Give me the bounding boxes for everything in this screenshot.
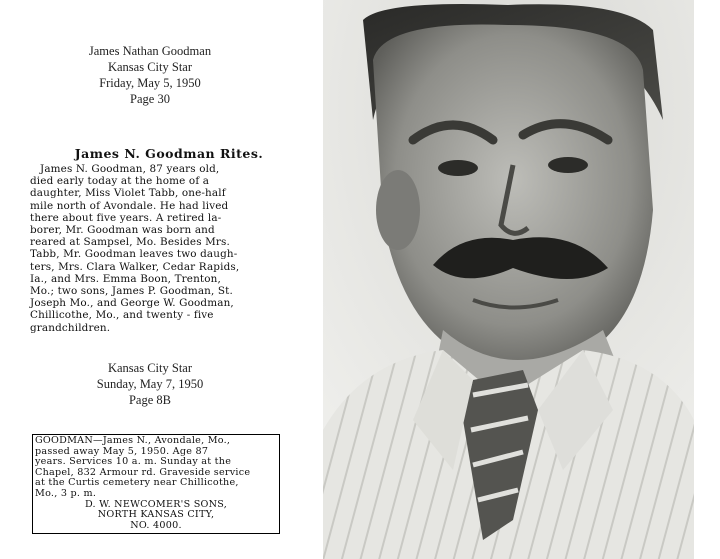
- obituary-headline: James N. Goodman Rites.: [74, 146, 264, 161]
- caption-obituary-source: [0, 43, 300, 107]
- obituary-line: grandchildren.: [30, 321, 111, 334]
- obituary-line: reared at Sampsel, Mo. Besides Mrs.: [30, 236, 230, 249]
- obituary-line: died early today at the home of a: [30, 175, 210, 188]
- portrait-photo: [323, 0, 694, 559]
- obituary-clipping: [30, 146, 288, 334]
- caption-name: James Nathan Goodman: [88, 44, 212, 58]
- obituary-line: Tabb, Mr. Goodman leaves two daugh-: [30, 248, 238, 261]
- notice-line: at the Curtis cemetery near Chillicothe,: [35, 477, 239, 489]
- obituary-line: ters, Mrs. Clara Walker, Cedar Rapids,: [30, 260, 240, 273]
- obituary-line: Chillicothe, Mo., and twenty - five: [30, 309, 214, 322]
- obituary-line: there about five years. A retired la-: [30, 211, 222, 224]
- notice-line: Mo., 3 p. m.: [35, 487, 97, 499]
- death-notice-clipping: [32, 434, 280, 534]
- notice-funeral-home: D. W. NEWCOMER'S SONS,: [84, 498, 228, 510]
- obituary-line: Joseph Mo., and George W. Goodman,: [30, 297, 234, 310]
- obituary-line: daughter, Miss Violet Tabb, one-half: [30, 187, 226, 200]
- caption-date: Friday, May 5, 1950: [99, 76, 201, 90]
- caption-notice-source: [0, 360, 300, 408]
- obituary-line: Ia., and Mrs. Emma Boon, Trenton,: [30, 272, 221, 285]
- obituary-line: James N. Goodman, 87 years old,: [40, 163, 220, 175]
- notice-line: passed away May 5, 1950. Age 87: [35, 445, 209, 457]
- notice-line: years. Services 10 a. m. Sunday at the: [35, 456, 232, 468]
- caption-page: Page 30: [130, 92, 170, 106]
- notice-line: Chapel, 832 Armour rd. Graveside service: [35, 466, 251, 478]
- obituary-line: borer, Mr. Goodman was born and: [30, 224, 215, 237]
- notice-number: NO. 4000.: [130, 519, 182, 531]
- notice-city: NORTH KANSAS CITY,: [97, 509, 215, 521]
- caption-date: Sunday, May 7, 1950: [96, 377, 204, 391]
- obituary-line: Mo.; two sons, James P. Goodman, St.: [30, 285, 233, 298]
- caption-newspaper: Kansas City Star: [107, 60, 193, 74]
- notice-line: GOODMAN—James N., Avondale, Mo.,: [35, 435, 231, 446]
- caption-page: Page 8B: [128, 393, 171, 407]
- caption-newspaper: Kansas City Star: [107, 361, 193, 375]
- obituary-line: mile north of Avondale. He had lived: [30, 199, 229, 212]
